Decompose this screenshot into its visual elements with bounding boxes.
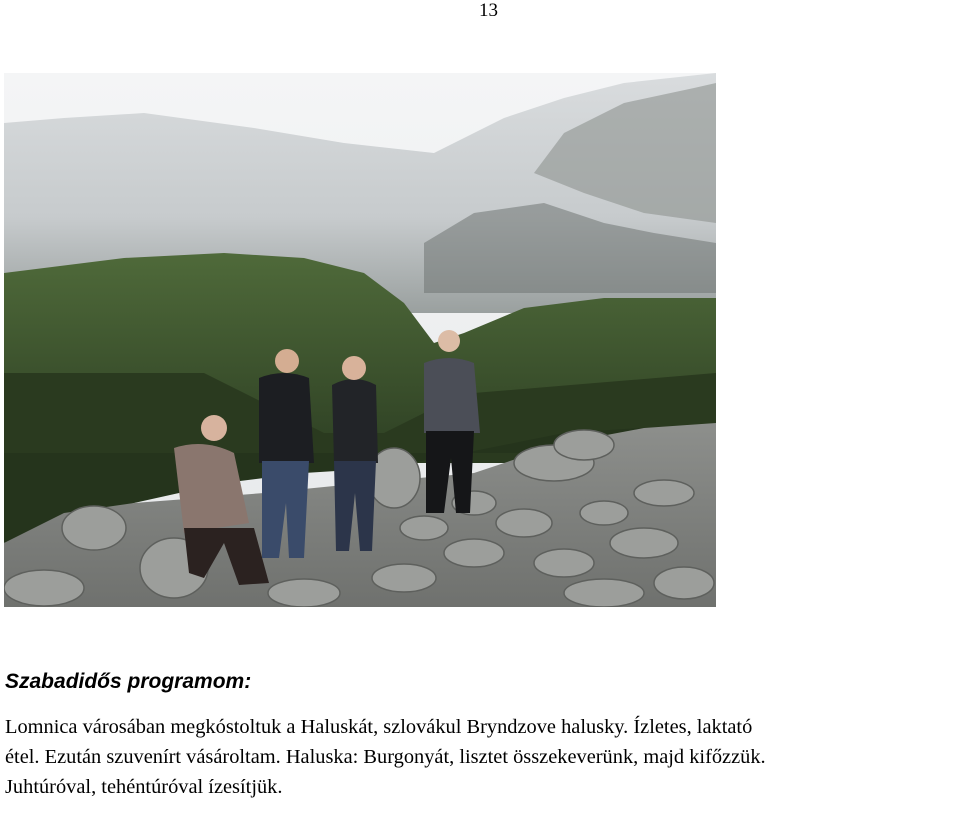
page-number: 13 <box>479 0 498 21</box>
mountain-group-photo <box>4 73 716 607</box>
section-heading: Szabadidős programom: <box>5 670 252 693</box>
body-paragraph <box>5 712 960 802</box>
paragraph-line: Juhtúróval, tehéntúróval ízesítjük. <box>5 776 283 798</box>
paragraph-line: Lomnica városában megkóstoltuk a Haluskát, szlovákul Bryndzove halusky. Ízletes, laktató <box>5 716 753 738</box>
paragraph-line: étel. Ezután szuvenírt vásároltam. Haluska: Burgonyát, lisztet összekeverünk, majd kifőzzük. <box>5 746 766 768</box>
